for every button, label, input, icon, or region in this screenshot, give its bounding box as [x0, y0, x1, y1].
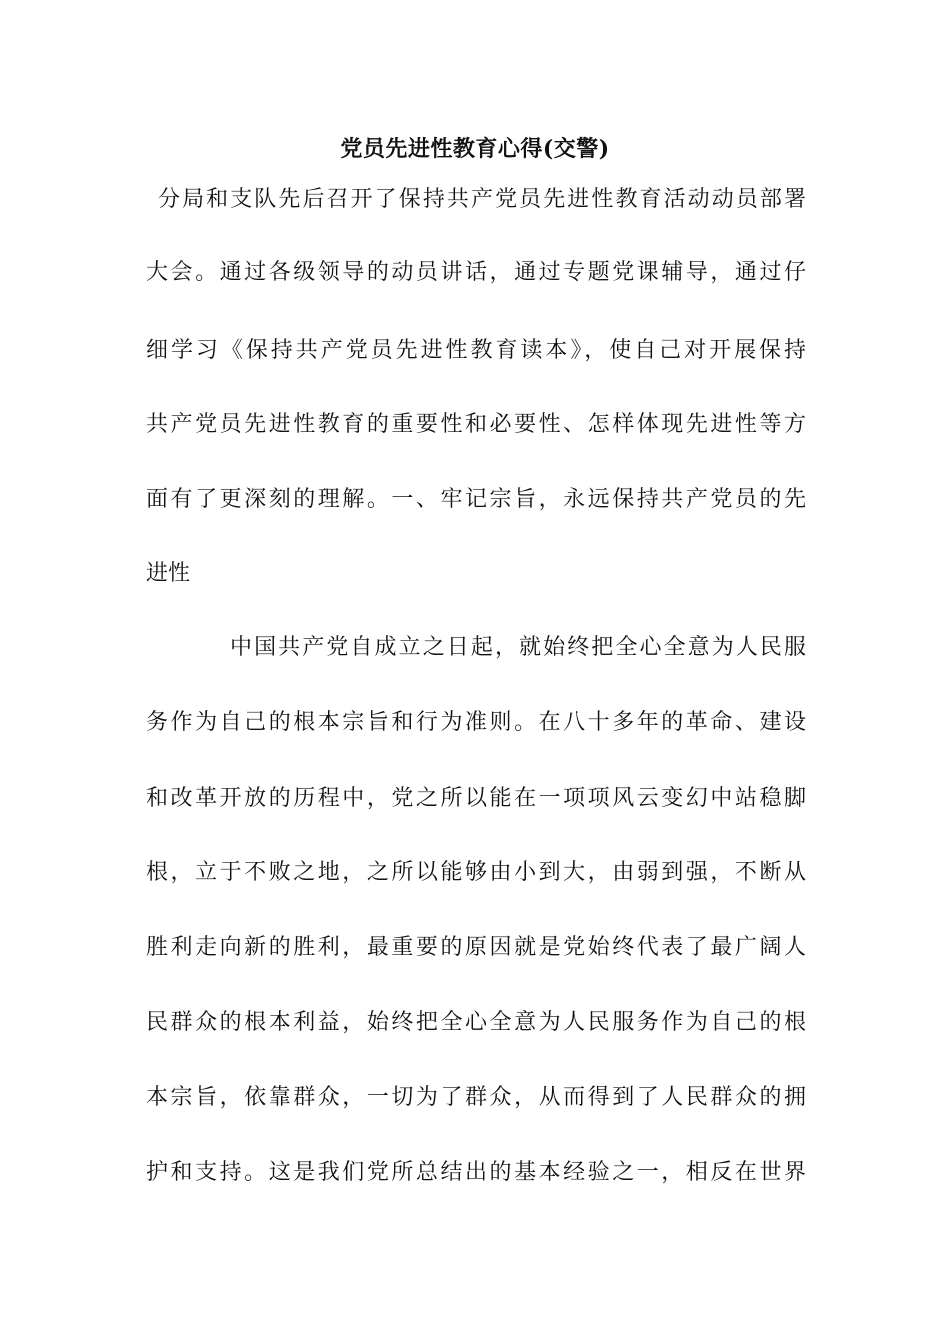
paragraph-line-7: 中国共产党自成立之日起，就始终把全心全意为人民服 [230, 635, 806, 660]
paragraph-line-6: 进性 [146, 561, 191, 586]
paragraph-line-5: 面有了更深刻的理解。一、牢记宗旨，永远保持共产党员的先 [146, 487, 806, 512]
paragraph-line-9: 和改革开放的历程中，党之所以能在一项项风云变幻中站稳脚 [146, 786, 806, 811]
paragraph-line-3: 细学习《保持共产党员先进性教育读本》，使自己对开展保持 [146, 338, 806, 363]
paragraph-line-14: 护和支持。这是我们党所总结出的基本经验之一，相反在世界 [146, 1160, 806, 1185]
paragraph-line-1: 分局和支队先后召开了保持共产党员先进性教育活动动员部署 [158, 187, 806, 212]
paragraph-line-4: 共产党员先进性教育的重要性和必要性、怎样体现先进性等方 [146, 412, 806, 437]
paragraph-line-10: 根，立于不败之地，之所以能够由小到大，由弱到强，不断从 [146, 860, 806, 885]
paragraph-line-11: 胜利走向新的胜利，最重要的原因就是党始终代表了最广阔人 [146, 935, 806, 960]
document-title: 党员先进性教育心得(交警) [340, 136, 610, 162]
paragraph-line-8: 务作为自己的根本宗旨和行为准则。在八十多年的革命、建设 [146, 710, 806, 735]
paragraph-line-12: 民群众的根本利益，始终把全心全意为人民服务作为自己的根 [146, 1010, 806, 1035]
paragraph-line-13: 本宗旨，依靠群众，一切为了群众，从而得到了人民群众的拥 [146, 1085, 806, 1110]
paragraph-line-2: 大会。通过各级领导的动员讲话，通过专题党课辅导，通过仔 [146, 260, 806, 285]
